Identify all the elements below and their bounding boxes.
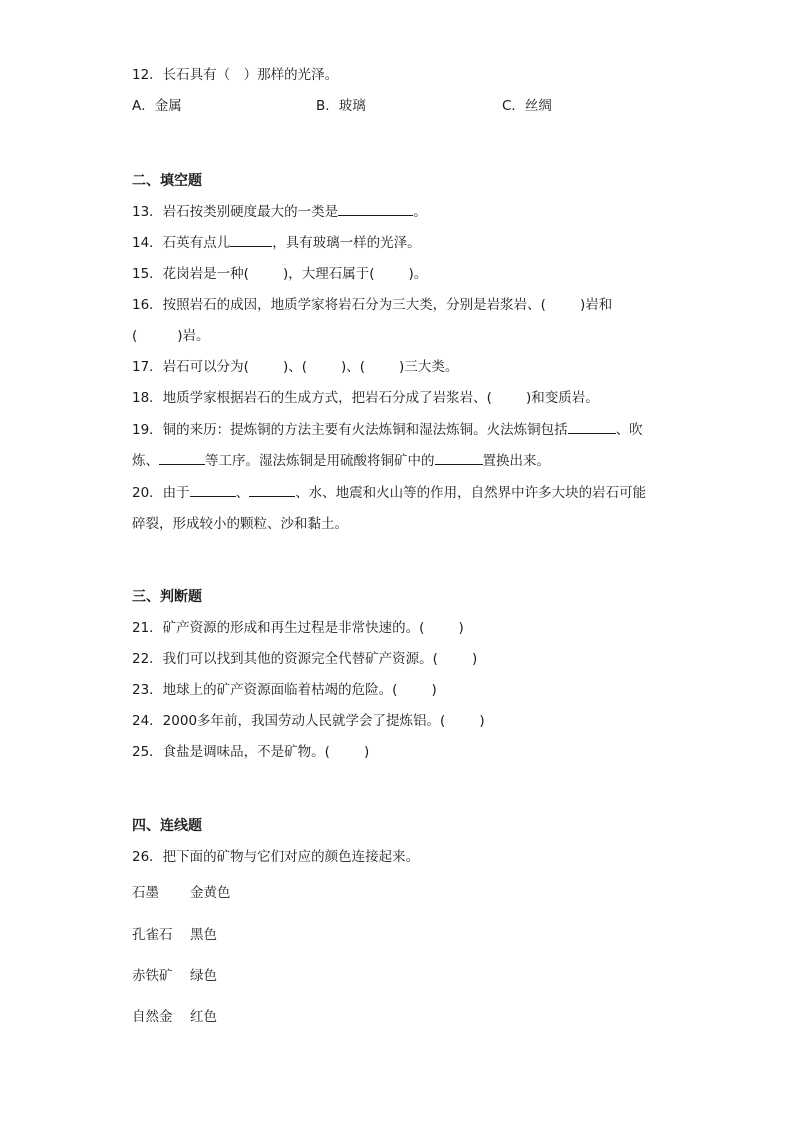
section-title-true-false: 三、判断题 xyxy=(132,589,202,605)
q19-text-b: 、吹 xyxy=(615,422,643,438)
q15-text-c: )。 xyxy=(408,266,428,282)
q24-end: ) xyxy=(479,713,485,729)
q19-text-d: 等工序。湿法炼铜是用硫酸将铜矿中的 xyxy=(205,453,435,469)
match-color-2[interactable]: 黑色 xyxy=(190,927,217,943)
q19-text-a: 19．铜的来历：提炼铜的方法主要有火法炼铜和湿法炼铜。火法炼铜包括 xyxy=(132,422,568,438)
question-13 xyxy=(132,202,427,222)
question-16-cont xyxy=(132,326,210,346)
match-mineral-1[interactable]: 石墨 xyxy=(132,885,159,901)
q16-text-b: )岩和 xyxy=(579,297,613,313)
match-mineral-2[interactable]: 孔雀石 xyxy=(132,927,173,943)
q20-text-b: 、 xyxy=(235,485,250,501)
q15-text-b: )，大理石属于( xyxy=(282,266,375,282)
q20-text-c: 、水、地震和火山等的作用，自然界中许多大块的岩石可能 xyxy=(295,485,647,501)
q18-text-b: )和变质岩。 xyxy=(525,390,599,406)
answer-blank[interactable] xyxy=(230,233,272,247)
match-mineral-3[interactable]: 赤铁矿 xyxy=(132,968,173,984)
match-color-1[interactable]: 金黄色 xyxy=(190,885,231,901)
q24-text: 24．2000多年前，我国劳动人民就学会了提炼铝。( xyxy=(132,713,446,729)
question-16 xyxy=(132,295,612,315)
question-20-cont xyxy=(132,514,348,534)
question-26: 26．把下面的矿物与它们对应的颜色连接起来。 xyxy=(132,849,420,865)
q12-option-a: A．金属 xyxy=(132,98,182,114)
q19-text-e: 置换出来。 xyxy=(482,453,550,469)
q15-text-a: 15．花岗岩是一种( xyxy=(132,266,249,282)
q17-text-a: 17．岩石可以分为( xyxy=(132,359,249,375)
question-14 xyxy=(132,233,421,253)
q16-text-c: ( xyxy=(132,328,138,344)
question-19-cont xyxy=(132,451,550,471)
question-15 xyxy=(132,264,427,284)
question-12 xyxy=(132,65,338,85)
q21-text: 21．矿产资源的形成和再生过程是非常快速的。( xyxy=(132,620,425,636)
q13-end: 。 xyxy=(413,204,427,220)
question-12-stem: 12．长石具有（ ）那样的光泽。 xyxy=(132,67,339,83)
q22-text: 22．我们可以找到其他的资源完全代替矿产资源。( xyxy=(132,651,438,667)
question-25 xyxy=(132,742,369,762)
q20-text-a: 20．由于 xyxy=(132,485,190,501)
q23-end: ) xyxy=(431,682,437,698)
answer-blank[interactable] xyxy=(159,451,205,465)
q17-text-d: )三大类。 xyxy=(399,359,459,375)
q13-text: 13．岩石按类别硬度最大的一类是 xyxy=(132,204,339,220)
answer-blank[interactable] xyxy=(249,483,295,497)
question-19 xyxy=(132,420,643,440)
answer-blank[interactable] xyxy=(338,202,413,216)
section-title-fill-blank: 二、填空题 xyxy=(132,173,202,189)
q25-text: 25．食盐是调味品，不是矿物。( xyxy=(132,744,330,760)
q23-text: 23．地球上的矿产资源面临着枯竭的危险。( xyxy=(132,682,398,698)
q25-end: ) xyxy=(363,744,370,760)
q20-text-d: 碎裂，形成较小的颗粒、沙和黏土。 xyxy=(132,516,348,532)
section-title-matching: 四、连线题 xyxy=(132,818,202,834)
match-color-4[interactable]: 红色 xyxy=(190,1009,217,1025)
match-mineral-4[interactable]: 自然金 xyxy=(132,1009,173,1025)
q19-text-c: 炼、 xyxy=(132,453,159,469)
match-color-3[interactable]: 绿色 xyxy=(190,968,217,984)
question-23 xyxy=(132,680,437,700)
q22-end: ) xyxy=(471,651,478,667)
question-22 xyxy=(132,649,477,669)
q16-text-d: )岩。 xyxy=(177,328,210,344)
q16-text-a: 16．按照岩石的成因，地质学家将岩石分为三大类，分别是岩浆岩、( xyxy=(132,297,546,313)
question-17 xyxy=(132,357,458,377)
question-18 xyxy=(132,388,599,408)
q21-end: ) xyxy=(458,620,464,636)
q18-text-a: 18．地质学家根据岩石的生成方式，把岩石分成了岩浆岩、( xyxy=(132,390,492,406)
answer-blank[interactable] xyxy=(190,483,236,497)
q17-text-b: )、( xyxy=(282,359,307,375)
q12-option-c: C．丝绸 xyxy=(502,98,552,114)
question-21 xyxy=(132,618,464,638)
question-20 xyxy=(132,483,646,503)
answer-blank[interactable] xyxy=(435,451,483,465)
q14-text: 14．石英有点儿 xyxy=(132,235,231,251)
answer-blank[interactable] xyxy=(568,420,616,434)
q12-option-b: B．玻璃 xyxy=(316,98,366,114)
q14-end: ，具有玻璃一样的光泽。 xyxy=(272,235,421,251)
q17-text-c: )、( xyxy=(341,359,366,375)
question-24 xyxy=(132,711,485,731)
